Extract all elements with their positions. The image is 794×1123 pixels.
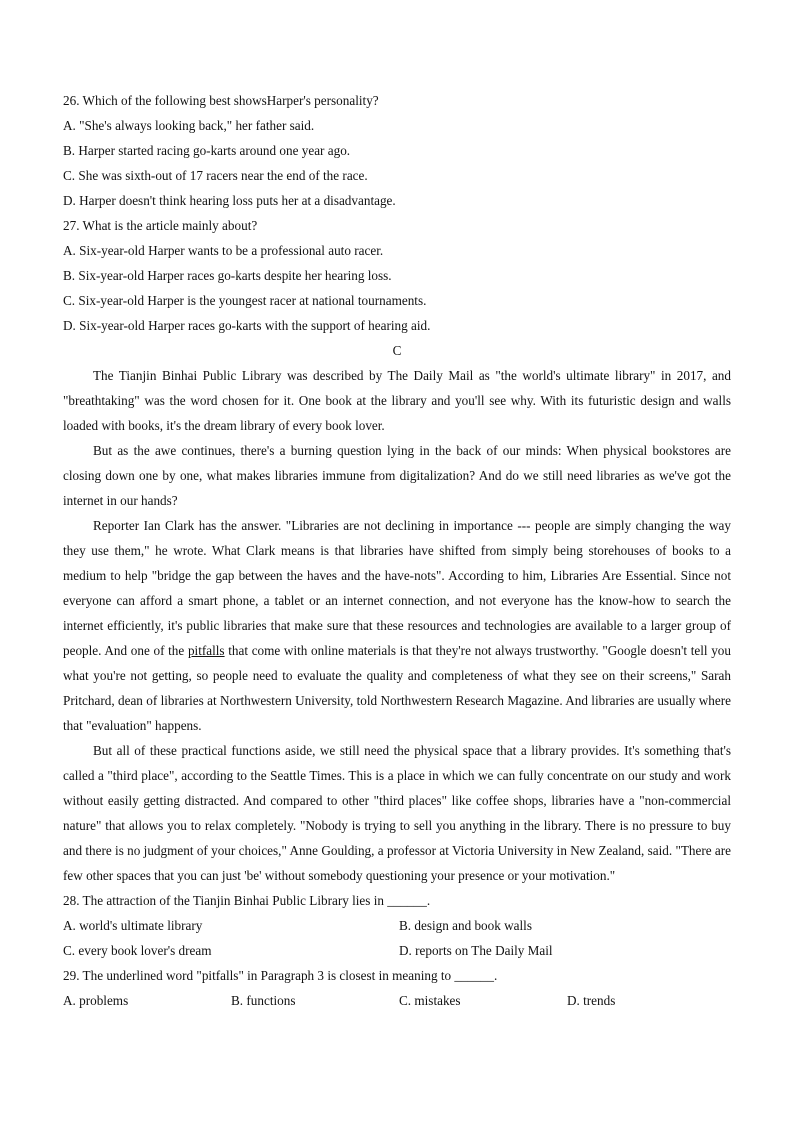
question-28-option-c: C. every book lover's dream (63, 943, 212, 958)
passage-paragraph-3 (63, 513, 731, 738)
question-27-option-c: C. Six-year-old Harper is the youngest racer at national tournaments. (63, 293, 427, 308)
question-29-option-c: C. mistakes (399, 993, 461, 1008)
question-28-options-row-2 (63, 938, 731, 963)
question-28-options-row-1 (63, 913, 731, 938)
question-28-stem: 28. The attraction of the Tianjin Binhai Public Library lies in ______. (63, 893, 431, 908)
question-26-stem: 26. Which of the following best showsHarper's personality? (63, 93, 379, 108)
passage-paragraph-2: But as the awe continues, there's a burning question lying in the back of our minds: When physical bookstores are closing down one by one, what makes libraries immune from digitalization? And do we still need libraries as we've got the internet in our hands? (63, 443, 731, 508)
question-26-option-a: A. "She's always looking back," her father said. (63, 118, 315, 133)
paragraph-3-text-after: that come with online materials is that they're not always trustworthy. "Google doesn't tell you what you're not getting, so people need to evaluate the quality and completeness of what they see on their screens," Sarah Pritchard, dean of libraries at Northwestern University, told Northwestern Research Magazine. And libraries are usually where that "evaluation" happens. (63, 643, 731, 733)
question-28-option-a: A. world's ultimate library (63, 918, 203, 933)
question-26-option-c: C. She was sixth-out of 17 racers near the end of the race. (63, 168, 368, 183)
question-29-option-d: D. trends (567, 993, 616, 1008)
question-28-option-b: B. design and book walls (399, 918, 532, 933)
passage-paragraph-1: The Tianjin Binhai Public Library was described by The Daily Mail as "the world's ultimate library" in 2017, and "breathtaking" was the word chosen for it. One book at the library and you'll see why. With its futuristic design and walls loaded with books, it's the dream library of every book lover. (63, 368, 731, 433)
question-26-option-d: D. Harper doesn't think hearing loss puts her at a disadvantage. (63, 193, 396, 208)
exam-page (63, 88, 731, 1013)
passage-paragraph-4: But all of these practical functions aside, we still need the physical space that a library provides. It's something that's called a "third place", according to the Seattle Times. This is a place in which we can fully concentrate on our study and work without easily getting distracted. And compared to other "third places" like coffee shops, libraries have a "non-commercial nature" that allows you to relax completely. "Nobody is trying to sell you anything in the library. There is no pressure to buy and there is no judgment of your choices," Anne Goulding, a professor at Victoria University in New Zealand, said. "There are few other spaces that you can just 'be' without somebody questioning your presence or your motivation." (63, 743, 731, 883)
question-27-stem: 27. What is the article mainly about? (63, 218, 258, 233)
question-29-stem: 29. The underlined word "pitfalls" in Paragraph 3 is closest in meaning to ______. (63, 968, 498, 983)
question-28-option-d: D. reports on The Daily Mail (399, 943, 553, 958)
question-29-option-a: A. problems (63, 993, 129, 1008)
question-27-option-d: D. Six-year-old Harper races go-karts with the support of hearing aid. (63, 318, 431, 333)
question-29-options-row (63, 988, 731, 1013)
question-29-option-b: B. functions (231, 993, 296, 1008)
question-27-option-a: A. Six-year-old Harper wants to be a professional auto racer. (63, 243, 384, 258)
paragraph-3-text-before: Reporter Ian Clark has the answer. "Libraries are not declining in importance --- people are simply changing the way they use them," he wrote. What Clark means is that libraries have shifted from simply being storehouses of books to a medium to help "bridge the gap between the haves and the have-nots". According to him, Libraries Are Essential. Since not everyone can afford a smart phone, a tablet or an internet connection, and not everyone has the know-how to search the internet efficiently, it's public libraries that make sure that these resources and technologies are available to a larger group of people. And one of the (63, 518, 731, 658)
question-26-option-b: B. Harper started racing go-karts around one year ago. (63, 143, 351, 158)
underlined-word-pitfalls: pitfalls (187, 643, 225, 658)
question-27-option-b: B. Six-year-old Harper races go-karts despite her hearing loss. (63, 268, 392, 283)
passage-section-letter: C (392, 343, 402, 358)
